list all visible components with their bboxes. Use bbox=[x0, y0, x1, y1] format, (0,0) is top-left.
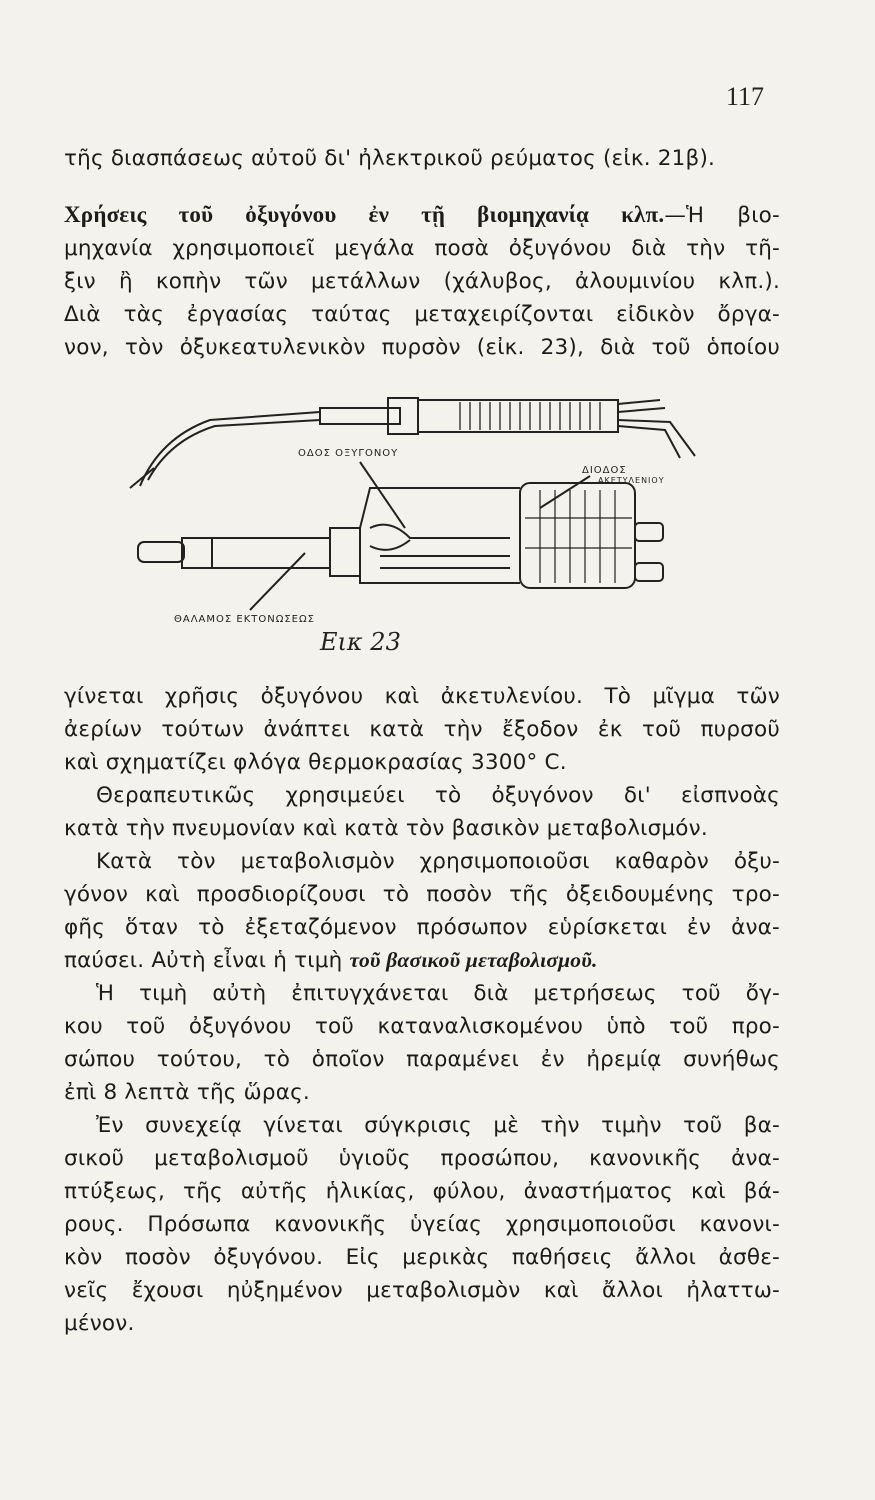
label-acetylene-passage-2: ΑΚΕΤΥΛΕΝΙΟΥ bbox=[598, 476, 665, 485]
torch-handle-upper bbox=[418, 400, 618, 432]
torch-nozzle-upper bbox=[140, 412, 320, 486]
text-line bbox=[64, 198, 780, 232]
text-line: μηχανία χρησιμοποιεῖ μεγάλα ποσὰ ὀξυγόνου διὰ τὴν τῆ- bbox=[64, 236, 780, 261]
text-line: Θεραπευτικῶς χρησιμεύει τὸ ὀξυγόνον δι' εἰσπνοὰς bbox=[96, 783, 780, 808]
main-text bbox=[64, 680, 780, 1340]
text-line: φῆς ὅταν τὸ ἐξεταζόμενον πρόσωπον εὑρίσκεται ἐν ἀνα- bbox=[64, 915, 780, 940]
text-line: ρους. Πρόσωπα κανονικῆς ὑγείας χρησιμοποιοῦσι κανονι- bbox=[64, 1212, 780, 1237]
text-line: Κατὰ τὸν μεταβολισμὸν χρησιμοποιοῦσι καθαρὸν ὀξυ- bbox=[96, 849, 780, 874]
text-line bbox=[64, 944, 780, 977]
pointer-oxygen bbox=[360, 462, 405, 528]
text-line: κου τοῦ ὀξυγόνου τοῦ καταναλισκομένου ὑπὸ τοῦ προ- bbox=[64, 1014, 780, 1039]
label-acetylene-passage-1: ΔΙΟΔΟΣ bbox=[582, 465, 627, 476]
text-line: σικοῦ μεταβολισμοῦ ὑγιοῦς προσώπου, κανονικῆς ἀνα- bbox=[64, 1146, 780, 1171]
text-line: ἀερίων τούτων ἀνάπτει κατὰ τὴν ἔξοδον ἐκ τοῦ πυρσοῦ bbox=[64, 717, 780, 742]
torch-collar-lower bbox=[182, 538, 212, 568]
paragraph-comparison bbox=[64, 1109, 780, 1340]
text-line: Ἐν συνεχείᾳ γίνεται σύγκρισις μὲ τὴν τιμὴν τοῦ βα- bbox=[96, 1113, 780, 1138]
text-line: γίνεται χρῆσις ὀξυγόνου καὶ ἀκετυλενίου. Τὸ μῖγμα τῶν bbox=[64, 684, 780, 709]
text-line: σώπου τούτου, τὸ ὁποῖον παραμένει ἐν ἠρεμίᾳ συνήθως bbox=[64, 1047, 780, 1072]
text-line: νον, τὸν ὀξυκεατυλενικὸν πυρσὸν (εἰκ. 23), διὰ τοῦ ὁποίου bbox=[64, 335, 780, 360]
page-number: 117 bbox=[726, 82, 765, 111]
text-line: καὶ σχηματίζει φλόγα θερμοκρασίας 3300° C. bbox=[64, 750, 567, 775]
paragraph-metabolism bbox=[64, 845, 780, 977]
paragraph-intro bbox=[64, 142, 780, 175]
text-line: κὸν ποσὸν ὀξυγόνου. Εἰς μερικὰς παθήσεις ἄλλοι ἀσθε- bbox=[64, 1245, 780, 1270]
pointer-acetylene bbox=[540, 476, 590, 508]
oxygen-channel bbox=[370, 525, 510, 538]
torch-tip-lower bbox=[138, 542, 184, 562]
paragraph-industrial-uses bbox=[64, 198, 780, 364]
text-line: ἐπὶ 8 λεπτὰ τῆς ὥρας. bbox=[64, 1080, 310, 1105]
paragraph-torch-flame bbox=[64, 680, 780, 779]
paragraph-therapeutic bbox=[64, 779, 780, 845]
figure-caption: Εικ 23 bbox=[320, 628, 401, 656]
section-heading: Χρήσεις τοῦ ὀξυγόνου ἐν τῇ βιομηχανίᾳ κλπ. bbox=[64, 202, 665, 227]
text-line: πτύξεως, τῆς αὐτῆς ἡλικίας, φύλου, ἀναστήματος καὶ βά- bbox=[64, 1179, 780, 1204]
text-line: Ἡ τιμὴ αὐτὴ ἐπιτυγχάνεται διὰ μετρήσεως τοῦ ὄγ- bbox=[96, 981, 780, 1006]
paragraph-measurement bbox=[64, 977, 780, 1109]
emphasis-basal-metabolism: τοῦ βασικοῦ μεταβολισμοῦ. bbox=[349, 948, 598, 972]
label-oxygen-passage: ΟΔΟΣ ΟΞΥΓΟΝΟΥ bbox=[298, 448, 399, 459]
torch-handle-lower bbox=[520, 483, 635, 588]
text-run: παύσει. Αὐτὴ εἶναι ἡ τιμὴ bbox=[64, 948, 343, 973]
text-line: νεῖς ἔχουσι ηὐξημένον μεταβολισμὸν καὶ ἄλλοι ἠλαττω- bbox=[64, 1278, 780, 1303]
torch-collar-upper bbox=[388, 398, 418, 434]
pointer-chamber bbox=[250, 553, 305, 610]
text-line: Διὰ τὰς ἐργασίας ταύτας μεταχειρίζονται εἰδικὸν ὄργα- bbox=[64, 302, 780, 327]
text-line: γόνον καὶ προσδιορίζουσι τὸ ποσὸν τῆς ὀξειδουμένης τρο- bbox=[64, 882, 780, 907]
text-line: ξιν ἢ κοπὴν τῶν μετάλλων (χάλυβος, ἀλουμινίου κλπ.). bbox=[64, 269, 780, 294]
text-line: μένον. bbox=[64, 1311, 135, 1336]
label-expansion-chamber: ΘΑΛΑΜΟΣ ΕΚΤΟΝΩΣΕΩΣ bbox=[174, 614, 315, 625]
text-line: τῆς διασπάσεως αὐτοῦ δι' ἠλεκτρικοῦ ρεύματος (εἰκ. 21β). bbox=[64, 146, 716, 171]
figure-torch-diagram bbox=[120, 378, 700, 668]
heading-continuation: —Ἡ βιο- bbox=[664, 203, 780, 228]
text-line: κατὰ τὴν πνευμονίαν καὶ κατὰ τὸν βασικὸν μεταβολισμόν. bbox=[64, 816, 708, 841]
